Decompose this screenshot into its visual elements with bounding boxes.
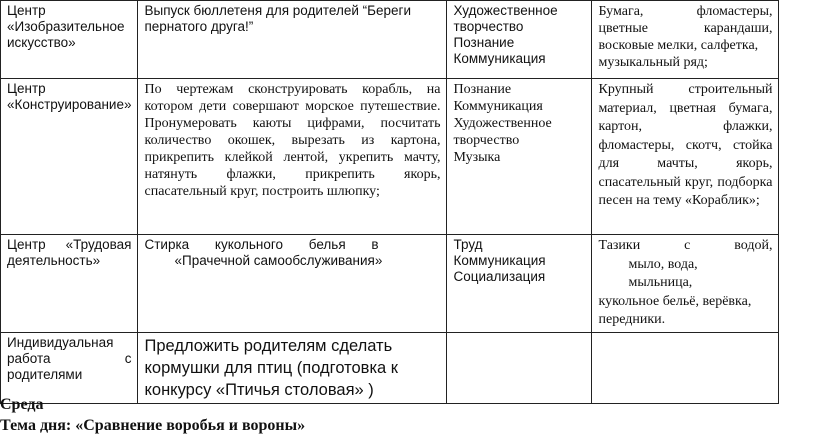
activity-text: Предложить родителям сделать кормушки для птиц (подготовка к конкурсу «Птичья столовая» ) [144,336,399,399]
areas-cell [447,235,592,333]
environment-heading: Среда [0,396,44,413]
area-item: Познание [453,35,515,50]
material-word: Тазики [598,238,641,253]
center-cell [1,1,138,79]
material-line: восковые мелки, салфетка, [598,38,759,53]
activity-cell [138,332,447,403]
area-item: Художественное [453,3,558,18]
table-row [1,235,779,333]
center-word: работа [7,350,51,366]
material-line: мыльница, [628,275,693,290]
center-cell [1,79,138,235]
table-row [1,79,779,235]
material-word: с [684,238,691,253]
center-line: «Изобразительное [7,19,125,34]
material-word: карандаши, [703,21,773,36]
material-line: музыкальный ряд; [598,55,708,70]
center-cell [1,235,138,333]
center-line: «Конструирование» [7,97,132,112]
center-cell [1,332,138,403]
center-word: Центр [7,237,46,252]
area-item: Музыка [453,150,501,165]
areas-cell [447,332,592,403]
table-row [1,332,779,403]
area-item: Коммуникация [453,99,543,114]
activity-cell [138,235,447,333]
area-item: Коммуникация [453,51,546,66]
materials-cell [592,235,779,333]
materials-line [598,20,772,37]
areas-cell [447,79,592,235]
center-line: Центр [7,3,46,18]
activity-line: Стирка кукольного белья в [144,237,379,252]
table-row [1,1,779,79]
center-line: Индивидуальная [7,334,114,350]
activity-cell [138,79,447,235]
material-word: цветные [598,21,648,36]
center-line [7,237,131,253]
materials-text: Крупный строительный материал, цветная бумага, картон, флажки, фломастеры, скотч, стойка для мачты, якорь, спасательный круг, подборка песен на тему «Кораблик»; [598,82,773,208]
material-word: водой, [734,238,773,253]
area-item: Труд [453,237,483,252]
day-topic-heading: Тема дня: «Сравнение воробья и вороны» [0,417,306,434]
area-item: творчество [453,133,520,148]
area-item: Художественное [453,116,552,131]
area-item: творчество [453,19,524,34]
materials-line [598,237,772,256]
material-line: передники. [598,312,666,327]
material-line: мыло, вода, [628,256,698,272]
area-item: Коммуникация [453,253,546,268]
area-item: Социализация [453,269,546,284]
materials-cell [592,332,779,403]
activity-text: Выпуск бюллетеня для родителей “Береги пернатого друга!” [144,3,412,34]
activity-text: По чертежам сконструировать корабль, на котором дети совершают морское путешествие. Пронумеровать каюты цифрами, посчитать количество окошек, вырезать из картона, прикрепить клейкой лентой, укрепить мачту, натянуть флажки, прикрепить якорь, спасательный круг, построить шлюпку; [144,82,441,199]
center-word: «Трудовая [65,237,132,252]
center-line: деятельность» [7,253,101,268]
activity-line: «Прачечной самообслуживания» [174,253,383,268]
materials-cell [592,79,779,235]
materials-cell [592,1,779,79]
material-word: фломастеры, [696,4,773,19]
areas-cell [447,1,592,79]
material-word: Бумага, [598,4,644,19]
center-line [7,351,131,367]
material-line: кукольное бельё, верёвка, [598,293,752,309]
area-item: Познание [453,82,512,97]
center-line: искусство» [7,35,76,50]
center-word: с [124,350,132,366]
activity-cell [138,1,447,79]
center-line: родителями [7,366,83,382]
center-line: Центр [7,81,46,96]
materials-line [598,3,772,20]
